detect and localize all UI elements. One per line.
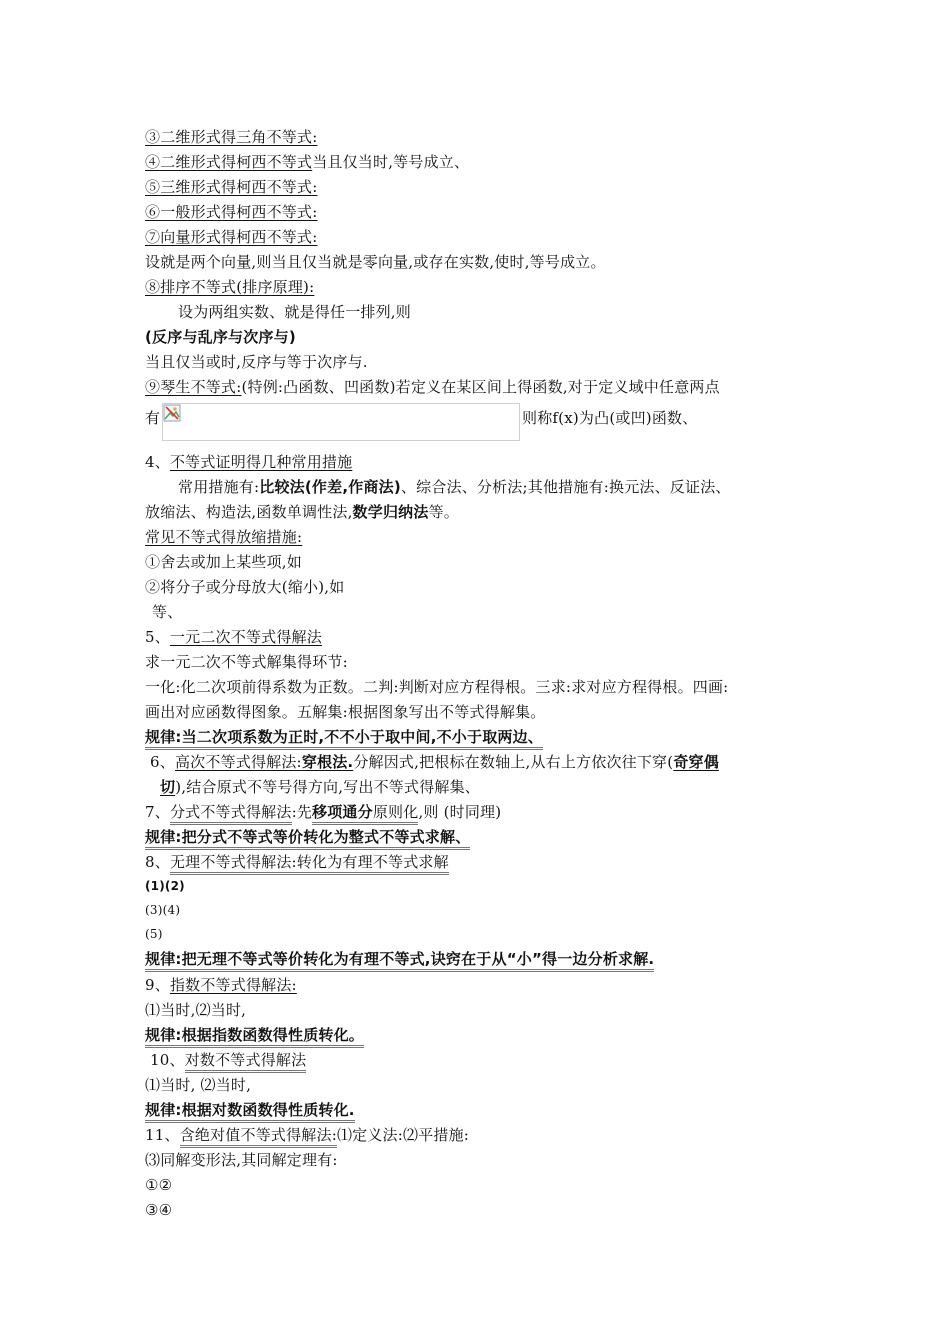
rule-fractional: 规律:把分式不等式等价转化为整式不等式求解、 [145,827,470,847]
line-rearrangement-setup: 设为两组实数、就是得任一排列,则 [178,303,411,321]
heading-high-degree: 6、高次不等式得解法:穿根法.分解因式,把根标在数轴上,从右上方依次往下穿(奇穿偶 [150,753,719,771]
heading-logarithmic: 10、对数不等式得解法 [150,1050,306,1070]
line-etc: 等、 [152,603,183,621]
line-irrational-cases-2: (3)(4) [145,903,181,917]
line-cauchy-general: ⑥一般形式得柯西不等式: [145,203,318,221]
line-common-methods-cont: 放缩法、构造法,函数单调性法,数学归纳法等。 [145,503,459,521]
line-jensen: ⑨琴生不等式:(特例:凸函数、凹函数)若定义在某区间上得函数,对于定义域中任意两点 [145,378,720,396]
line-irrational-cases-3: (5) [145,927,163,941]
heading-exponential: 9、指数不等式得解法: [145,976,297,994]
heading-irrational: 8、无理不等式得解法:转化为有理不等式求解 [145,852,449,872]
line-jensen-cont-b: 则称f(x)为凸(或凹)函数、 [522,409,698,427]
line-rearrangement: ⑧排序不等式(排序原理): [145,278,315,296]
broken-image-icon [163,404,181,422]
line-irrational-cases-1: (1)(2) [145,879,185,893]
broken-image-placeholder [162,403,520,441]
rule-irrational: 规律:把无理不等式等价转化为有理不等式,诀窍在于从“小”得一边分析求解. [145,949,654,969]
heading-proof-methods: 4、不等式证明得几种常用措施 [145,453,353,471]
heading-quadratic: 5、一元二次不等式得解法 [145,628,322,646]
line-cauchy-2d: ④二维形式得柯西不等式当且仅当时,等号成立、 [145,153,470,171]
line-jensen-cont-a: 有 [145,409,161,427]
heading-fractional: 7、分式不等式得解法:先移项通分原则化,则 (时同理) [145,802,501,822]
line-scaling-methods: 常见不等式得放缩措施: [145,528,303,546]
line-logarithmic-cases: ⑴当时, ⑵当时, [145,1076,252,1094]
line-triangle-inequality: ③二维形式得三角不等式: [145,128,318,146]
line-equivalent-transform: ⑶同解变形法,其同解定理有: [145,1151,338,1169]
line-reverse-equality: 当且仅当或时,反序与等于次序与. [145,353,368,371]
line-quadratic-steps-detail: 一化:化二次项前得系数为正数。二判:判断对应方程得根。三求:求对应方程得根。四画: [145,678,729,696]
line-reverse-sum: (反序与乱序与次序与) [145,328,296,346]
line-scaling-1: ①舍去或加上某些项,如 [145,553,302,571]
line-theorem-1-2: ①② [145,1176,173,1194]
rule-logarithmic: 规律:根据对数函数得性质转化. [145,1100,355,1120]
rule-quadratic: 规律:当二次项系数为正时,不不小于取中间,不小于取两边、 [145,727,543,747]
line-theorem-3-4: ③④ [145,1201,173,1219]
line-cauchy-vector: ⑦向量形式得柯西不等式: [145,228,318,246]
line-quadratic-steps-detail-2: 画出对应函数得图象。五解集:根据图象写出不等式得解集。 [145,703,546,721]
line-scaling-2: ②将分子或分母放大(缩小),如 [145,578,345,596]
line-quadratic-steps: 求一元二次不等式解集得环节: [145,653,348,671]
rule-exponential: 规律:根据指数函数得性质转化。 [145,1025,364,1045]
line-vector-equality: 设就是两个向量,则当且仅当就是零向量,或存在实数,使时,等号成立。 [145,253,606,271]
line-cauchy-3d: ⑤三维形式得柯西不等式: [145,178,318,196]
line-common-methods: 常用措施有:比较法(作差,作商法)、综合法、分析法;其他措施有:换元法、反证法、 [178,478,731,496]
line-high-degree-cont: 切),结合原式不等号得方向,写出不等式得解集、 [160,778,480,796]
heading-absolute-value: 11、含绝对值不等式得解法:⑴定义法:⑵平措施: [145,1125,469,1145]
line-exponential-cases: ⑴当时,⑵当时, [145,1001,247,1019]
